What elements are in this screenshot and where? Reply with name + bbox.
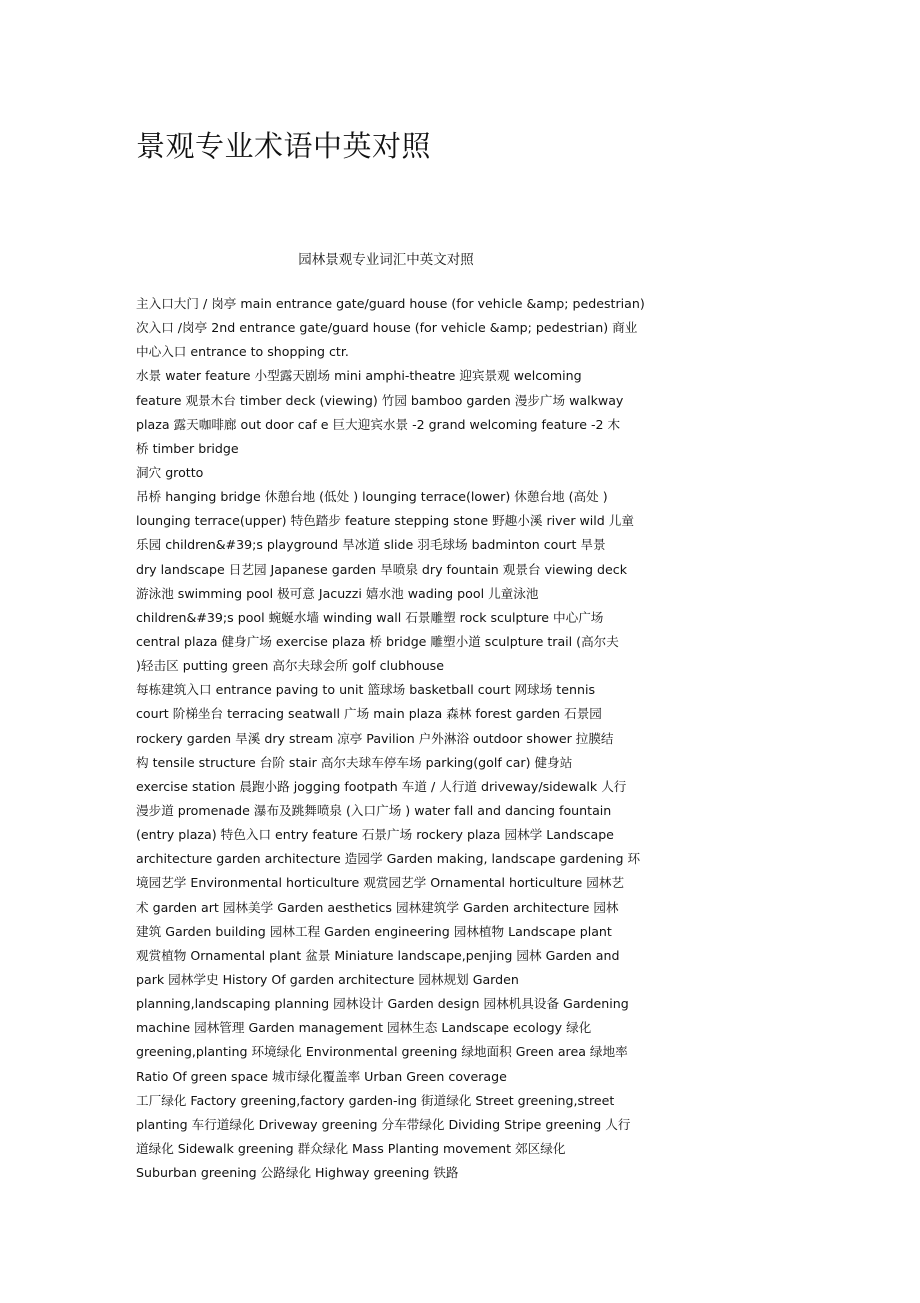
glossary-line: 工厂绿化 Factory greening,factory garden-ing 街道绿化 Street greening,street — [136, 1092, 615, 1108]
document-title: 景观专业术语中英对照 — [136, 129, 432, 163]
glossary-line: lounging terrace(upper) 特色踏步 feature stepping stone 野趣小溪 river wild 儿童 — [136, 513, 634, 529]
glossary-line: 游泳池 swimming pool 极可意 Jacuzzi 嬉水池 wading pool 儿童泳池 — [136, 585, 539, 601]
glossary-line: 主入口大门 / 岗亭 main entrance gate/guard house (for vehicle &amp; pedestrian) — [136, 296, 645, 311]
glossary-line: Ratio Of green space 城市绿化覆盖率 Urban Green coverage — [136, 1068, 507, 1084]
glossary-line: dry landscape 日艺园 Japanese garden 旱喷泉 dry fountain 观景台 viewing deck — [136, 561, 628, 577]
glossary-line: 中心入口 entrance to shopping ctr. — [136, 344, 349, 360]
glossary-body — [136, 292, 656, 1185]
glossary-line: exercise station 晨跑小路 jogging footpath 车道 / 人行道 driveway/sidewalk 人行 — [136, 778, 627, 794]
glossary-line: architecture garden architecture 造园学 Garden making, landscape gardening 环 — [136, 851, 641, 867]
glossary-line: 每栋建筑入口 entrance paving to unit 篮球场 basketball court 网球场 tennis — [136, 682, 596, 698]
glossary-line: rockery garden 旱溪 dry stream 凉亭 Pavilion 户外淋浴 outdoor shower 拉膜结 — [136, 730, 614, 746]
glossary-line: 次入口 /岗亭 2nd entrance gate/guard house (for vehicle &amp; pedestrian) 商业 — [136, 320, 638, 336]
glossary-line: 构 tensile structure 台阶 stair 高尔夫球车停车场 parking(golf car) 健身站 — [136, 754, 573, 770]
glossary-line: 观赏植物 Ornamental plant 盆景 Miniature landscape,penjing 园林 Garden and — [136, 947, 620, 963]
glossary-line: plaza 露天咖啡廊 out door caf e 巨大迎宾水景 -2 grand welcoming feature -2 木 — [136, 416, 621, 432]
glossary-line: feature 观景木台 timber deck (viewing) 竹园 bamboo garden 漫步广场 walkway — [136, 392, 624, 408]
glossary-line: park 园林学史 History Of garden architecture 园林规划 Garden — [136, 971, 519, 987]
glossary-line: central plaza 健身广场 exercise plaza 桥 bridge 雕塑小道 sculpture trail (高尔夫 — [136, 633, 619, 649]
glossary-line: 漫步道 promenade 瀑布及跳舞喷泉 (入口广场 ) water fall and dancing fountain — [136, 802, 612, 818]
glossary-line: 乐园 children&#39;s playground 旱冰道 slide 羽毛球场 badminton court 旱景 — [136, 537, 606, 553]
document-subtitle: 园林景观专业词汇中英文对照 — [298, 252, 474, 268]
glossary-line: 建筑 Garden building 园林工程 Garden engineering 园林植物 Landscape plant — [136, 923, 612, 939]
glossary-line: 吊桥 hanging bridge 休憩台地 (低处 ) lounging terrace(lower) 休憩台地 (高处 ) — [136, 489, 608, 505]
glossary-line: 洞穴 grotto — [136, 464, 204, 480]
glossary-line: 水景 water feature 小型露天剧场 mini amphi-theatre 迎宾景观 welcoming — [136, 368, 582, 384]
glossary-line: planting 车行道绿化 Driveway greening 分车带绿化 Dividing Stripe greening 人行 — [136, 1116, 631, 1132]
glossary-line: )轻击区 putting green 高尔夫球会所 golf clubhouse — [136, 658, 444, 674]
glossary-line: 术 garden art 园林美学 Garden aesthetics 园林建筑学 Garden architecture 园林 — [136, 899, 619, 915]
glossary-line: machine 园林管理 Garden management 园林生态 Landscape ecology 绿化 — [136, 1020, 592, 1036]
glossary-line: Suburban greening 公路绿化 Highway greening 铁路 — [136, 1165, 459, 1181]
glossary-line: (entry plaza) 特色入口 entry feature 石景广场 rockery plaza 园林学 Landscape — [136, 827, 614, 843]
glossary-line: children&#39;s pool 蜿蜒水墙 winding wall 石景雕塑 rock sculpture 中心广场 — [136, 609, 604, 625]
glossary-line: 境园艺学 Environmental horticulture 观赏园艺学 Ornamental horticulture 园林艺 — [136, 875, 625, 891]
glossary-line: 道绿化 Sidewalk greening 群众绿化 Mass Planting movement 郊区绿化 — [136, 1140, 566, 1156]
glossary-line: court 阶梯坐台 terracing seatwall 广场 main plaza 森林 forest garden 石景园 — [136, 706, 602, 722]
glossary-line: greening,planting 环境绿化 Environmental greening 绿地面积 Green area 绿地率 — [136, 1044, 628, 1060]
glossary-line: planning,landscaping planning 园林设计 Garden design 园林机具设备 Gardening — [136, 996, 629, 1012]
glossary-line: 桥 timber bridge — [136, 440, 239, 456]
